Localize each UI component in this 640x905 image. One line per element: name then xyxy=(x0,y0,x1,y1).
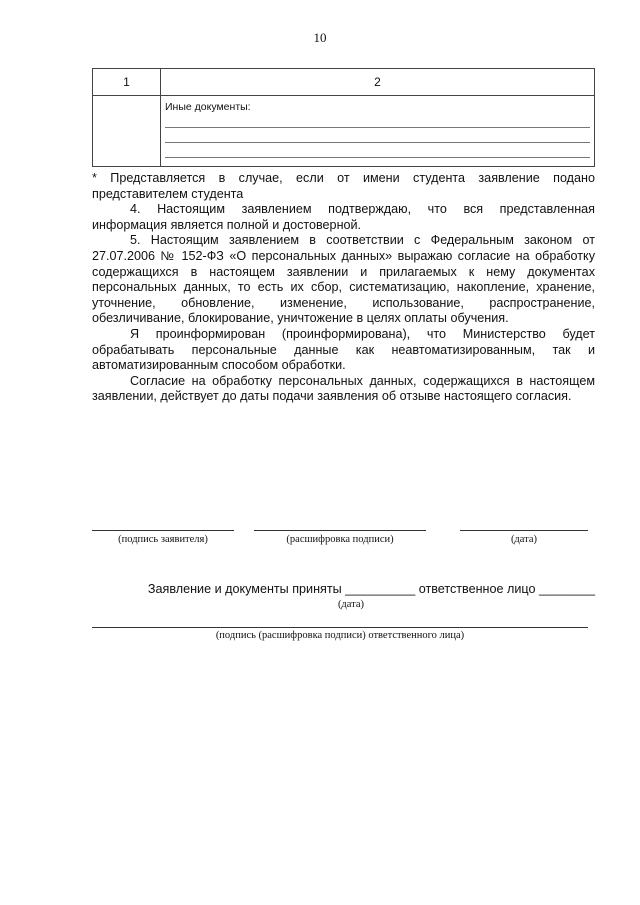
responsible-person-caption: (подпись (расшифровка подписи) ответственного лица) xyxy=(215,630,465,641)
responsible-person-line xyxy=(92,627,588,628)
table-header-row xyxy=(93,69,595,96)
table-cell-other-documents xyxy=(161,96,595,167)
fill-line-1 xyxy=(165,113,590,128)
page-number: 10 xyxy=(313,30,327,45)
acceptance-statement: Заявление и документы приняты __________ ответственное лицо ________ xyxy=(147,582,595,596)
date-line xyxy=(460,530,588,531)
table-cell-empty xyxy=(93,96,161,167)
applicant-signature-line xyxy=(92,530,234,531)
paragraph-5: 5. Настоящим заявлением в соответствии с Федеральным законом от 27.07.2006 № 152-ФЗ «О персональных данных» выражаю согласие на обработку содержащихся в настоящем заявлении и прилагаемых к нему документах персональных данных, то есть их сбор, систематизацию, накопление, хранение, уточнение, обновление, изменение, использование, распространение, обезличивание, блокирование, уничтожение в целях оплаты обучения. xyxy=(92,233,595,326)
table-header-col-2: 2 xyxy=(161,69,595,96)
signature-transcript-line xyxy=(254,530,426,531)
footnote: * Представляется в случае, если от имени студента заявление подано представителем студента xyxy=(92,171,595,201)
documents-table xyxy=(92,68,595,167)
paragraph-4: 4. Настоящим заявлением подтверждаю, что вся представленная информация является полной и достоверной. xyxy=(92,202,595,232)
applicant-signature-caption: (подпись заявителя) xyxy=(118,534,208,545)
fill-line-3 xyxy=(165,143,590,158)
paragraph-consent-validity: Согласие на обработку персональных данных, содержащихся в настоящем заявлении, действует до даты подачи заявления об отзыве настоящего согласия. xyxy=(92,373,595,404)
date-caption: (дата) xyxy=(510,534,538,545)
table-row-other-documents xyxy=(93,96,595,167)
acceptance-date-caption: (дата) xyxy=(337,599,365,610)
signature-transcript-caption: (расшифровка подписи) xyxy=(286,534,394,545)
fill-line-2 xyxy=(165,128,590,143)
body-text xyxy=(92,171,595,405)
table-header-col-1: 1 xyxy=(93,69,161,96)
other-documents-label: Иные документы: xyxy=(165,101,251,113)
paragraph-informed: Я проинформирован (проинформирована), что Министерство будет обрабатывать персональные данные как неавтоматизированным, так и автоматизированным способом обработки. xyxy=(92,326,595,373)
